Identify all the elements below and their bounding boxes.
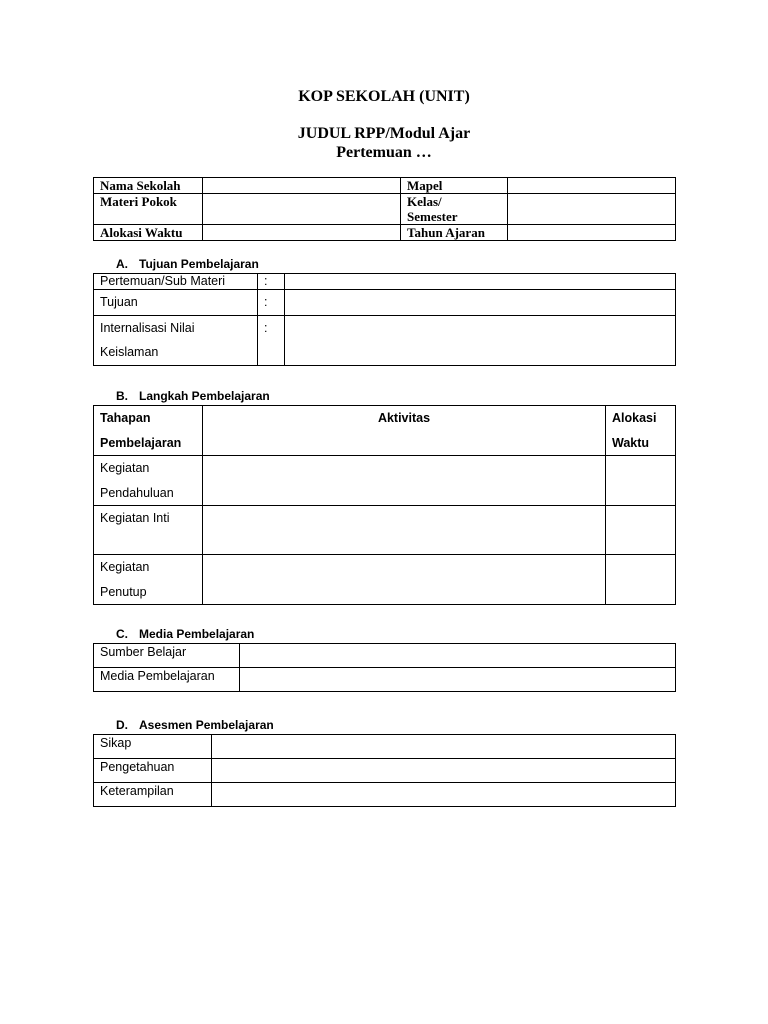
kelas-label-line: Kelas/ <box>407 194 442 209</box>
aktivitas-header <box>203 406 606 456</box>
alokasi-header <box>606 406 676 456</box>
materi-pokok-value[interactable] <box>203 194 401 225</box>
cell-line: Penutup <box>100 584 147 599</box>
table-row <box>94 506 676 555</box>
semester-label-line: Semester <box>407 209 458 224</box>
materi-pokok-label: Materi Pokok <box>94 194 203 225</box>
table-row <box>94 290 676 316</box>
tahapan-cell <box>94 456 203 506</box>
nama-sekolah-value[interactable] <box>203 178 401 194</box>
alokasi-waktu-label: Alokasi Waktu <box>94 225 203 241</box>
cell-line: Kegiatan Inti <box>100 511 170 525</box>
asesmen-row-label: Sikap <box>94 735 212 759</box>
identity-row <box>94 178 676 194</box>
section-letter: B. <box>116 389 128 403</box>
kelas-semester-value[interactable] <box>508 194 676 225</box>
header-line: Aktivitas <box>377 411 431 425</box>
cell-line: Kegiatan <box>100 560 150 574</box>
media-row-label: Media Pembelajaran <box>94 668 240 692</box>
header-line: Pembelajaran <box>100 435 182 450</box>
tujuan-row-value[interactable] <box>285 274 676 290</box>
asesmen-row-value[interactable] <box>212 735 676 759</box>
cell-line: Pendahuluan <box>100 485 174 500</box>
header-line: Waktu <box>612 435 650 450</box>
header-line: Tahapan <box>100 411 151 425</box>
kop-sekolah-title: KOP SEKOLAH (UNIT) <box>298 88 470 105</box>
asesmen-row-value[interactable] <box>212 783 676 807</box>
asesmen-row-value[interactable] <box>212 759 676 783</box>
label-line: Internalisasi Nilai <box>100 320 195 335</box>
pertemuan-title: Pertemuan … <box>336 144 432 161</box>
section-title: Asesmen Pembelajaran <box>139 718 274 732</box>
colon-cell: : <box>258 290 285 316</box>
table-row <box>94 456 676 506</box>
header-line: Alokasi <box>612 411 657 425</box>
aktivitas-cell[interactable] <box>203 506 606 555</box>
media-row-value[interactable] <box>240 668 676 692</box>
tahapan-cell <box>94 506 203 555</box>
table-row <box>94 668 676 692</box>
section-letter: D. <box>116 718 128 732</box>
colon-cell: : <box>258 274 285 290</box>
kelas-semester-label <box>401 194 508 225</box>
table-row <box>94 735 676 759</box>
colon-cell: : <box>258 315 285 365</box>
asesmen-row-label: Pengetahuan <box>94 759 212 783</box>
table-row <box>94 555 676 605</box>
tujuan-row-label: Pertemuan/Sub Materi <box>94 274 258 290</box>
identity-table <box>93 177 676 241</box>
nama-sekolah-label: Nama Sekolah <box>94 178 203 194</box>
tahun-ajaran-label: Tahun Ajaran <box>401 225 508 241</box>
section-title: Media Pembelajaran <box>139 627 255 641</box>
tahapan-header <box>94 406 203 456</box>
aktivitas-cell[interactable] <box>203 555 606 605</box>
media-table <box>93 643 676 692</box>
identity-row <box>94 194 676 225</box>
table-row <box>94 759 676 783</box>
tujuan-row-value[interactable] <box>285 315 676 365</box>
tahun-ajaran-value[interactable] <box>508 225 676 241</box>
tujuan-table <box>93 273 676 366</box>
asesmen-table <box>93 734 676 807</box>
table-row <box>94 783 676 807</box>
section-title: Tujuan Pembelajaran <box>139 257 259 271</box>
table-header-row <box>94 406 676 456</box>
media-row-value[interactable] <box>240 644 676 668</box>
aktivitas-cell[interactable] <box>203 456 606 506</box>
alokasi-waktu-value[interactable] <box>203 225 401 241</box>
section-title: Langkah Pembelajaran <box>139 389 270 403</box>
table-row <box>94 274 676 290</box>
table-row <box>94 644 676 668</box>
section-b-heading <box>116 389 270 403</box>
tujuan-row-label <box>94 315 258 365</box>
tahapan-cell <box>94 555 203 605</box>
section-a-heading <box>116 257 259 271</box>
mapel-label: Mapel <box>401 178 508 194</box>
cell-line: Kegiatan <box>100 461 150 475</box>
tujuan-row-label: Tujuan <box>94 290 258 316</box>
identity-row <box>94 225 676 241</box>
table-row <box>94 315 676 365</box>
section-letter: A. <box>116 257 128 271</box>
section-c-heading <box>116 627 254 641</box>
judul-block <box>0 124 768 162</box>
alokasi-cell[interactable] <box>606 506 676 555</box>
langkah-table <box>93 405 676 605</box>
alokasi-cell[interactable] <box>606 555 676 605</box>
section-letter: C. <box>116 627 128 641</box>
media-row-label: Sumber Belajar <box>94 644 240 668</box>
section-d-heading <box>116 718 274 732</box>
asesmen-row-label: Keterampilan <box>94 783 212 807</box>
label-line: Keislaman <box>100 345 159 359</box>
mapel-value[interactable] <box>508 178 676 194</box>
tujuan-row-value[interactable] <box>285 290 676 316</box>
alokasi-cell[interactable] <box>606 456 676 506</box>
judul-title: JUDUL RPP/Modul Ajar <box>297 125 471 142</box>
